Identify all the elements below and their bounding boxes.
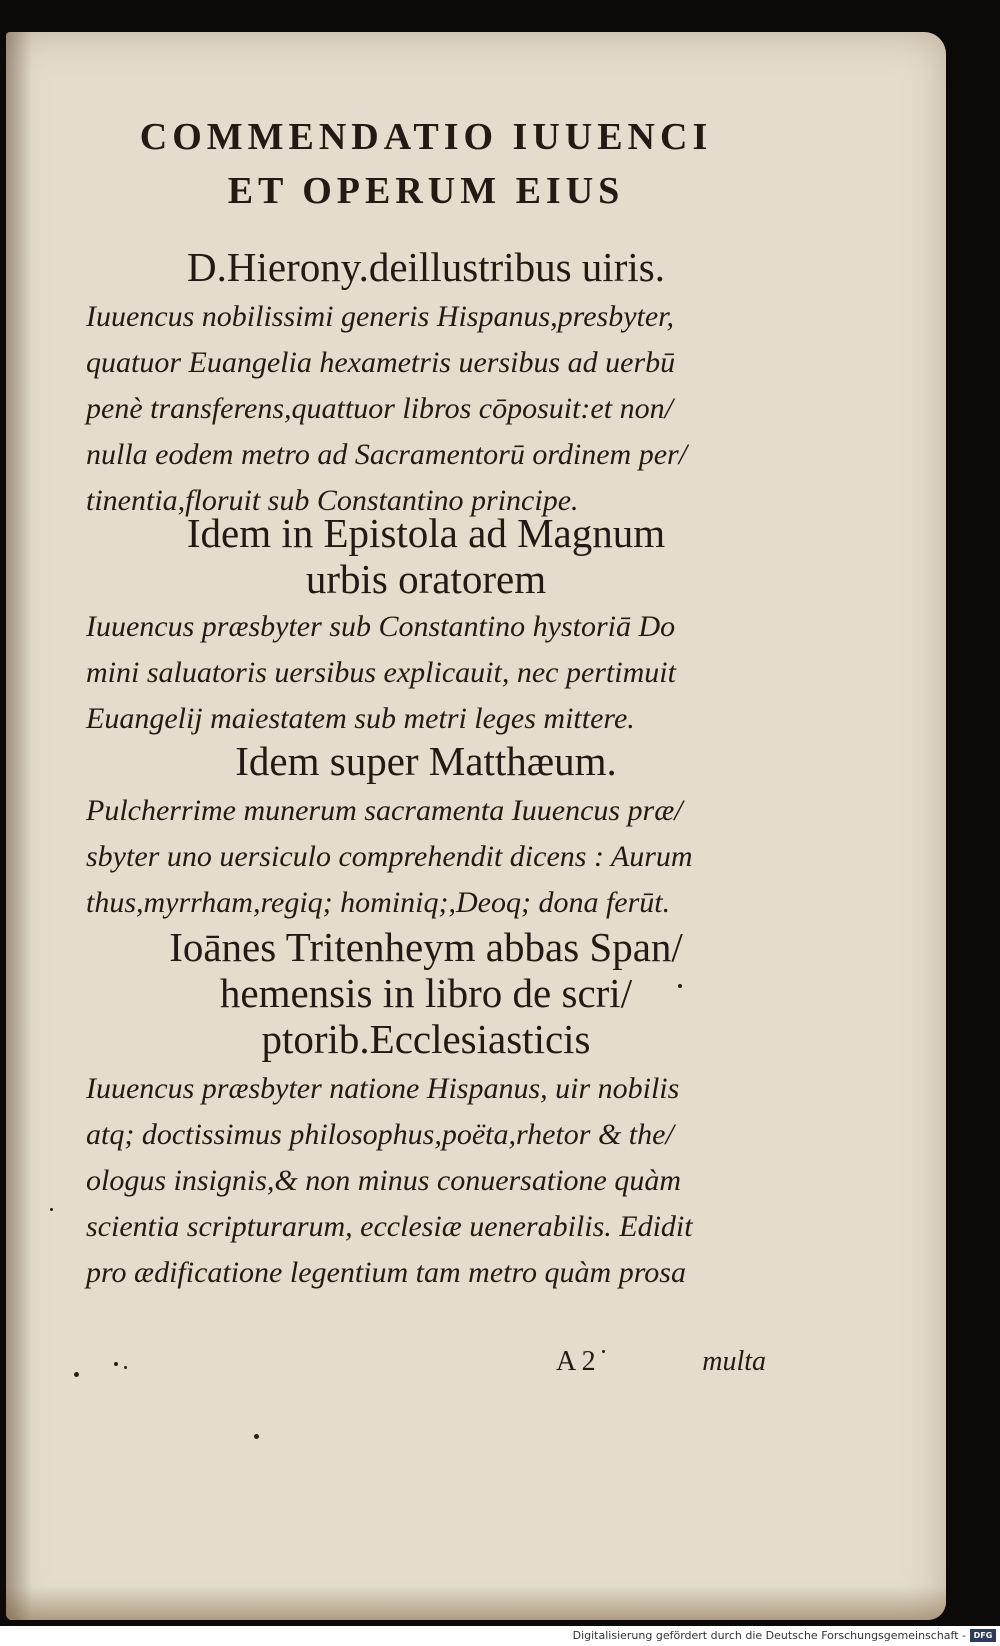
text-line: pro ædificatione legentium tam metro quàm prosa — [86, 1256, 686, 1289]
section-heading-epistola — [86, 510, 766, 602]
paper-speck — [254, 1434, 259, 1439]
title-line-1: COMMENDATIO IUUENCI — [139, 116, 713, 158]
signature-mark: A 2 — [556, 1346, 596, 1377]
text-line: scientia scripturarum, ecclesiæ uenerabilis. Edidit — [86, 1210, 693, 1243]
catchword: multa — [702, 1346, 766, 1377]
heading-line: Idem super Matthæum. — [235, 738, 617, 784]
text-line: mini saluatoris uersibus explicauit, nec pertimuit — [86, 656, 676, 689]
book-page — [6, 32, 946, 1620]
title-line-2: ET OPERUM EIUS — [227, 170, 625, 212]
dfg-logo: DFG — [970, 1629, 996, 1642]
credit-text: Digitalisierung gefördert durch die Deutsche Forschungsgemeinschaft - — [572, 1629, 966, 1642]
section-body-epistola — [86, 604, 766, 742]
text-line: thus,myrrham,regiq; hominiq;,Deoq; dona ferūt. — [86, 886, 671, 919]
section-body-hieronymus — [86, 294, 766, 524]
credit-bar — [0, 1626, 1000, 1646]
heading-line: ptorib.Ecclesiasticis — [261, 1016, 591, 1062]
text-line: Iuuencus nobilissimi generis Hispanus,presbyter, — [86, 300, 675, 333]
text-line: atq; doctissimus philosophus,poëta,rhetor & the/ — [86, 1118, 674, 1151]
text-line: Pulcherrime munerum sacramenta Iuuencus præ/ — [86, 794, 683, 827]
text-line: Iuuencus præsbyter sub Constantino hystoriā Do — [86, 610, 676, 643]
paper-speck — [678, 984, 682, 988]
paper-speck — [114, 1362, 118, 1366]
text-line: Iuuencus præsbyter natione Hispanus, uir nobilis — [86, 1072, 680, 1105]
page-footer — [556, 1346, 766, 1386]
paper-speck — [602, 1350, 605, 1353]
text-line: tinentia,floruit sub Constantino principe. — [86, 484, 579, 517]
section-heading-tritenheym — [86, 924, 766, 1062]
paper-speck — [74, 1372, 79, 1377]
text-line: quatuor Euangelia hexametris uersibus ad uerbū — [86, 346, 676, 379]
text-line: nulla eodem metro ad Sacramentorū ordinem per/ — [86, 438, 688, 471]
heading-line: hemensis in libro de scri/ — [219, 970, 633, 1016]
paper-speck — [50, 1208, 53, 1211]
page-title — [86, 110, 766, 218]
section-body-tritenheym — [86, 1066, 766, 1296]
text-line: penè transferens,quattuor libros cōposuit:et non/ — [86, 392, 673, 425]
heading-line: D.Hierony.deillustribus uiris. — [187, 244, 665, 290]
heading-line: Idem in Epistola ad Magnum — [186, 510, 666, 556]
heading-line: urbis oratorem — [305, 556, 547, 602]
section-heading-matthaeum — [86, 738, 766, 784]
section-body-matthaeum — [86, 788, 766, 926]
section-heading-hieronymus — [86, 244, 766, 290]
text-line: Euangelij maiestatem sub metri leges mittere. — [86, 702, 635, 735]
paper-speck — [124, 1366, 127, 1369]
heading-line: Ioānes Tritenheym abbas Span/ — [169, 924, 683, 970]
text-line: ologus insignis,& non minus conuersatione quàm — [86, 1164, 682, 1197]
text-line: sbyter uno uersiculo comprehendit dicens : Aurum — [86, 840, 693, 873]
